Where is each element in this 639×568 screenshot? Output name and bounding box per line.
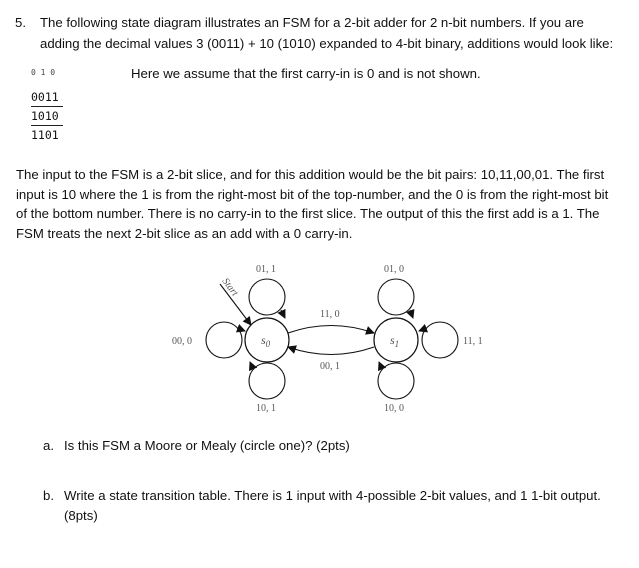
s1-top-loop: [378, 279, 414, 315]
question-number: 5.: [15, 15, 26, 30]
s0-top-loop: [249, 279, 285, 315]
s1-bottom-loop: [378, 363, 414, 399]
state-s1-label: $s_1$: [390, 333, 400, 349]
s0-bottom-loop: [249, 363, 285, 399]
paragraph-line-4: FSM treats the next 2-bit slice as an add with a 0 carry-in.: [16, 225, 353, 241]
label-s0-to-s1: 11, 0: [320, 309, 340, 320]
paragraph-line-3: of the bottom number. There is no carry-in to the first slice. The output of this the first add is a 1. The: [16, 206, 600, 221]
s0-left-loop: [206, 322, 242, 358]
sum-result: 1101: [31, 128, 59, 142]
state-s0-label: $s_0$: [261, 333, 271, 349]
s1-right-loop: [422, 322, 458, 358]
part-a-text: Is this FSM a Moore or Mealy (circle one)? (2pts): [64, 438, 350, 453]
transition-s0-to-s1: [288, 326, 374, 334]
part-a-marker: a.: [43, 438, 54, 453]
start-label: Start: [219, 276, 241, 299]
transition-s1-to-s0: [288, 347, 374, 355]
s1-top-loop-arrow: [410, 310, 413, 318]
label-s1-top: 01, 0: [384, 264, 404, 275]
operand-2: 1010: [31, 109, 59, 123]
s0-top-loop-arrow: [281, 310, 285, 318]
question-line-2: adding the decimal values 3 (0011) + 10 (1010) expanded to 4-bit binary, additions would look like:: [40, 36, 614, 51]
label-s1-to-s0: 00, 1: [320, 361, 340, 372]
question-line-1: The following state diagram illustrates an FSM for a 2-bit adder for 2 n-bit numbers. If you are: [40, 15, 584, 30]
paragraph-line-1: The input to the FSM is a 2-bit slice, and for this addition would be the bit pairs: 10,11,00,01. The first: [16, 167, 605, 182]
label-s0-top: 01, 1: [256, 264, 276, 275]
part-b-marker: b.: [43, 488, 54, 503]
carry-row: 0 1 0: [31, 68, 56, 77]
label-s0-bottom: 10, 1: [256, 403, 276, 414]
s1-bottom-loop-arrow: [379, 362, 382, 369]
part-b-line-1: Write a state transition table. There is 1 input with 4-possible 2-bit values, and 1 1-bit output.: [64, 488, 601, 503]
label-s0-left: 00, 0: [172, 336, 192, 347]
part-b-line-2: (8pts): [64, 508, 98, 523]
carry-note: Here we assume that the first carry-in is 0 and is not shown.: [131, 66, 481, 81]
paragraph-line-2: input is 10 where the 1 is from the right-most bit of the top-number, and the 0 is from the right-most bit: [16, 186, 609, 202]
label-s1-right: 11, 1: [463, 336, 483, 347]
label-s1-bottom: 10, 0: [384, 403, 404, 414]
operand-1: 0011: [31, 90, 59, 104]
s0-bottom-loop-arrow: [250, 362, 253, 369]
